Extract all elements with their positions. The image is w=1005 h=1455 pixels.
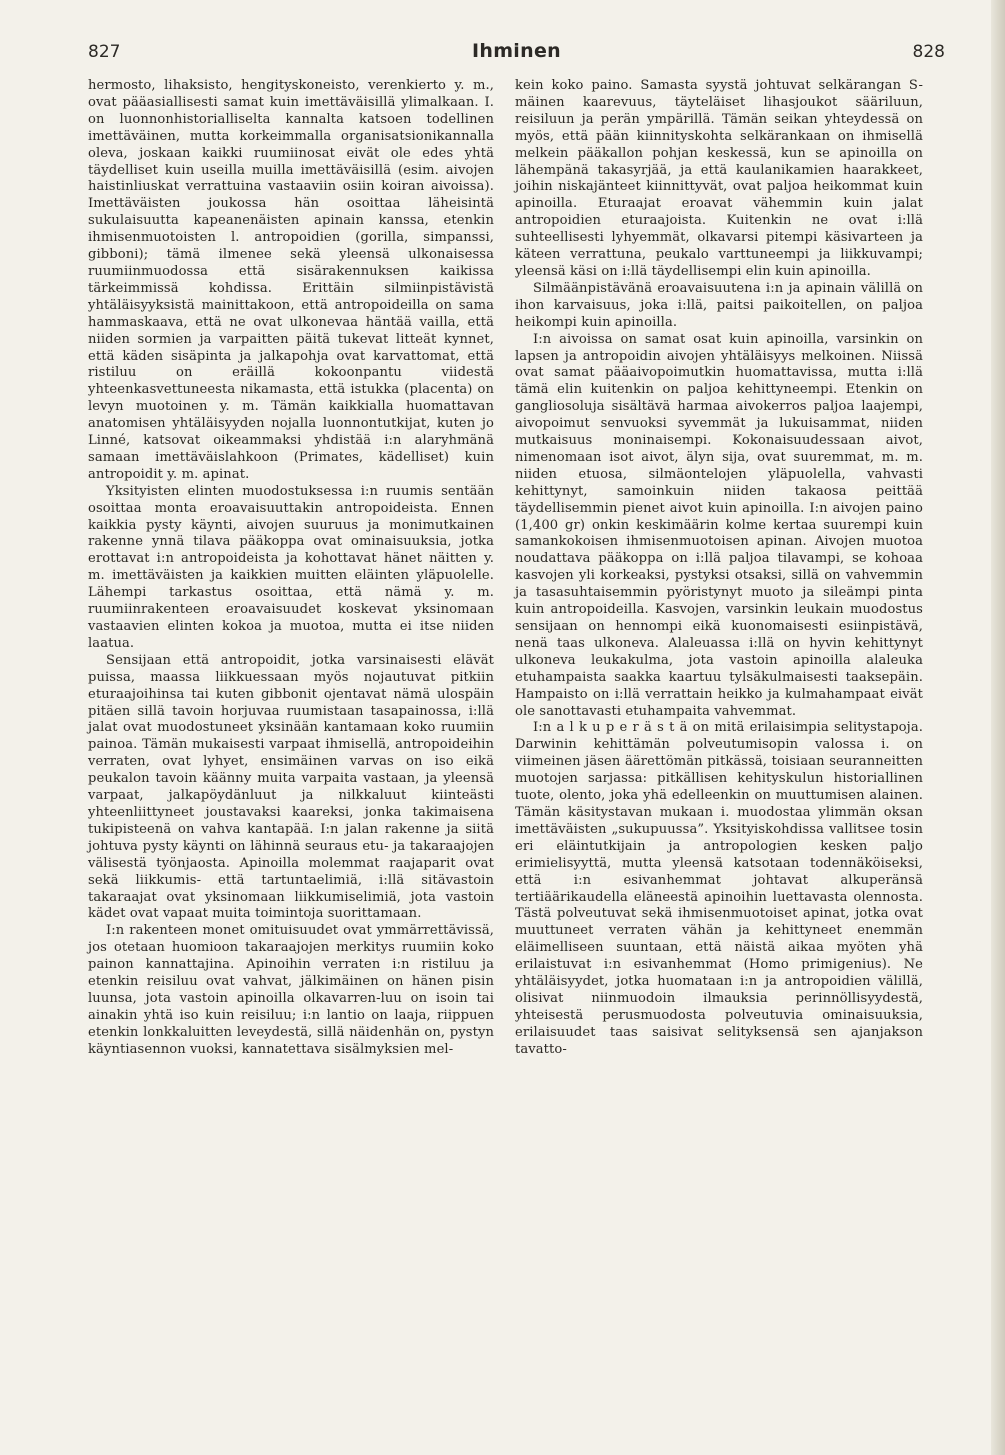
page-number-right: 828 xyxy=(912,42,945,62)
left-text-column xyxy=(88,78,494,1059)
paragraph: Yksityisten elinten muodostuksessa i:n ruumis sentään osoittaa monta eroavaisuuttakin antropoideista. Ennen kaikkia pysty käynti, aivojen suuruus ja monimutkainen rakenne ynnä tilava pääkoppa ovat ominaisuuksia, jotka erottavat i:n antropoideista ja kohottavat hänet näitten y. m. imettäväisten ja kaikkien muitten eläinten yläpuolelle. Lähempi tarkastus osoittaa, että nämä y. m. ruumiinrakenteen eroavaisuudet koskevat yksinomaan vastaavien elinten kokoa ja muotoa, mutta ei itse niiden laatua. xyxy=(88,483,494,651)
page-header xyxy=(88,42,945,68)
paragraph: Silmäänpistävänä eroavaisuutena i:n ja apinain välillä on ihon karvaisuus, joka i:llä, paitsi paikoitellen, on paljoa heikompi kuin apinoilla. xyxy=(515,280,923,330)
paragraph: hermosto, lihaksisto, hengityskoneisto, verenkierto y. m., ovat pääasiallisesti samat kuin imettäväisillä ylimalkaan. I. on luonnonhistorialliselta kannalta katsoen todellinen imettäväinen, mutta korkeimmalla organisatsionikannalla oleva, joskaan kaikki ruumiinosat eivät ole edes yhtä täydelliset kuin useilla muilla imettäväisillä (esim. aivojen haistinliuskat verrattuina vastaaviin osiin koiran aivoissa). Imettäväisten joukossa hän osoittaa läheisintä sukulaisuutta kapeanenäisten apinain kanssa, etenkin ihmisenmuotoisten l. antropoidien (gorilla, simpanssi, gibboni); tämä ilmenee sekä yleensä ulkonaisessa ruumiinmuodossa että sisärakennuksen kaikissa tärkeimmissä kohdissa. Erittäin silmiinpistävistä yhtäläisyyksistä mainittakoon, että antropoideilla on sama hammaskaava, että ne ovat ulkonevaa häntää vailla, että niiden sormien ja varpaitten päitä tukevat litteät kynnet, että käden sisäpinta ja jalkapohja ovat karvattomat, että ristiluu on eräillä kokoonpantu viidestä yhteenkasvettuneesta nikamasta, että istukka (placenta) on levyn muotoinen y. m. Tämän kaikkialla huomattavan anatomisen yhtäläisyyden nojalla luonnontutkijat, kuten jo Linné, katsovat oikeammaksi yhdistää i:n alaryhmänä samaan imettäväislahkoon (Primates, kädelliset) kuin antropoidit y. m. apinat. xyxy=(88,78,494,482)
page-edge-shadow xyxy=(991,0,1005,1455)
paragraph: Sensijaan että antropoidit, jotka varsinaisesti elävät puissa, maassa liikkuessaan myös nojautuvat pitkiin eturaajoihinsa tai kuten gibbonit ojentavat nämä ulospäin pitäen sillä tavoin horjuvaa ruumistaan tasapainossa, i:llä jalat ovat muodostuneet yksinään kantamaan koko ruumiin painoa. Tämän mukaisesti varpaat ihmisellä, antropoideihin verraten, ovat lyhyet, ensimäinen varvas on iso eikä peukalon tavoin käänny muita varpaita vastaan, ja yleensä varpaat, jalkapöydänluut ja nilkkaluut kiinteästi yhteenliittyneet joustavaksi kaareksi, jonka takimaisena tukipisteenä on vahva kantapää. I:n jalan rakenne ja siitä johtuva pysty käynti on lähinnä seuraus etu- ja takaraajojen välisestä työnjaosta. Apinoilla molemmat raajaparit ovat sekä liikkumis- että tartuntaelimiä, i:llä sitävastoin takaraajat ovat yksinomaan liikkumiselimiä, jota vastoin kädet ovat vapaat muita toimintoja suorittamaan. xyxy=(88,652,494,922)
paragraph: kein koko paino. Samasta syystä johtuvat selkärangan S-mäinen kaarevuus, täyteläiset lihasjoukot sääriluun, reisiluun ja perän ympärillä. Tämän seikan yhteydessä on myös, että pään kiinnityskohta selkärankaan on ihmisellä melkein pääkallon pohjan keskessä, kun se apinoilla on lähempänä takasyrjää, ja että kaulanikamien haarakkeet, joihin niskajänteet kiinnittyvät, ovat paljoa heikommat kuin apinoilla. Eturaajat eroavat vähemmin kuin jalat antropoidien eturaajoista. Kuitenkin ne ovat i:llä suhteellisesti lyhyemmät, olkavarsi pitempi käsivarteen ja käteen verrattuna, peukalo varttuneempi ja liikkuvampi; yleensä käsi on i:llä täydellisempi elin kuin apinoilla. xyxy=(515,78,923,279)
running-head-title: Ihminen xyxy=(472,40,561,62)
right-text-column xyxy=(515,78,923,1059)
paragraph: I:n aivoissa on samat osat kuin apinoilla, varsinkin on lapsen ja antropoidin aivojen yhtäläisyys melkoinen. Niissä ovat samat pääaivopoimutkin huomattavissa, mutta i:llä tämä elin kuitenkin on paljoa kehittyneempi. Etenkin on gangliosoluja sisältävä harmaa aivokerros paljoa laajempi, aivopoimut senvuoksi syvemmät ja lukuisammat, niiden mutkaisuus moninaisempi. Kokonaisuudessaan aivot, nimenomaan isot aivot, älyn sija, ovat suuremmat, m. m. niiden etuosa, silmäontelojen yläpuolella, vahvasti kehittynyt, samoinkuin niiden takaosa peittää täydellisemmin pienet aivot kuin apinoilla. I:n aivojen paino (1,400 gr) onkin keskimäärin kolme kertaa suurempi kuin samankokoisen ihmisenmuotoisen apinan. Aivojen muotoa noudattava pääkoppa on i:llä paljoa tilavampi, se kohoaa kasvojen yli korkeaksi, pystyksi otsaksi, sillä on vahvemmin ja tasasuhtaisemmin pyöristynyt muoto ja sileämpi pinta kuin antropoideilla. Kasvojen, varsinkin leukain muodostus sensijaan on hennompi eikä kuonomaisesti esiinpistävä, nenä taas ulkoneva. Alaleuassa i:llä on hyvin kehittynyt ulkoneva leukakulma, jota vastoin apinoilla alaleuka etuhampaista saakka kaartuu tylsäkulmaisesti taaksepäin. Hampaisto on i:llä verrattain heikko ja kulmahampaat eivät ole sanottavasti etuhampaita vahvemmat. xyxy=(515,331,923,719)
page-number-left: 827 xyxy=(88,42,121,62)
paragraph: I:n rakenteen monet omituisuudet ovat ymmärrettävissä, jos otetaan huomioon takaraajojen merkitys ruumiin koko painon kannattajina. Apinoihin verraten i:n ristiluu ja etenkin reisiluu ovat vahvat, jälkimäinen on hänen pisin luunsa, jota vastoin apinoilla olkavarren-luu on isoin tai ainakin yhtä iso kuin reisiluu; i:n lantio on laaja, riippuen etenkin lonkkaluitten leveydestä, sillä näidenhän on, pystyn käyntiasennon vuoksi, kannatettava sisälmyksien mel- xyxy=(88,923,494,1057)
paragraph: I:n a l k u p e r ä s t ä on mitä erilaisimpia selitystapoja. Darwinin kehittämän polveutumisopin valossa i. on viimeinen jäsen äärettömän pitkässä, toisiaan seuranneitten muotojen sarjassa: pitkällisen kehityskulun historiallinen tuote, olento, joka yhä edelleenkin on muuttumisen alainen. Tämän käsitystavan mukaan i. muodostaa ylimmän oksan imettäväisten „sukupuussa”. Yksityiskohdissa vallitsee tosin eri eläintutkijain ja antropologien kesken paljo erimielisyyttä, mutta yleensä katsotaan todennäköiseksi, että i:n esivanhemmat johtavat alkuperänsä tertiäärikaudella eläneestä apinoihin luettavasta olennosta. Tästä polveutuvat sekä ihmisenmuotoiset apinat, jotka ovat muuttuneet verraten vähän ja kehittyneet enemmän eläimelliseen suuntaan, että näistä aikaa myöten yhä erilaistuvat i:n esivanhemmat (Homo primigenius). Ne yhtäläisyydet, jotka huomataan i:n ja antropoidien välillä, olisivat niinmuodoin ilmauksia perinnöllisyydestä, yhteisestä perusmuodosta polveutuvia ominaisuuksia, erilaisuudet taas saisivat selityksensä sen ajanjakson tavatto- xyxy=(515,720,923,1057)
